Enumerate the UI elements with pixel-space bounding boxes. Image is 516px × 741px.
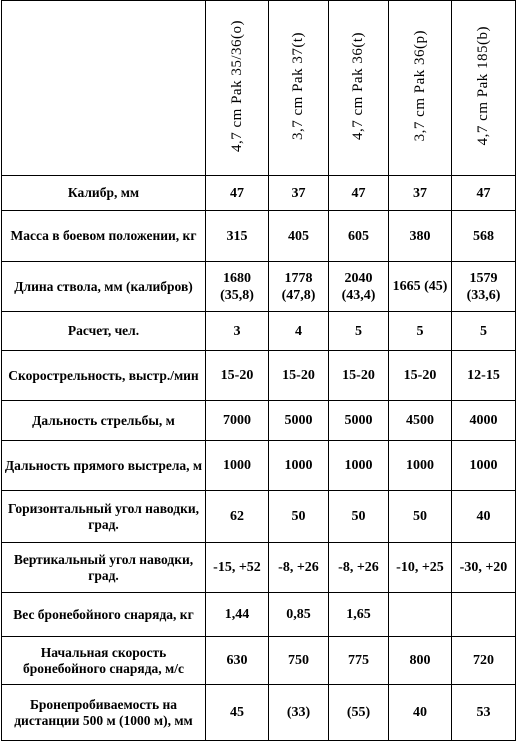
table-cell: 1000	[452, 441, 516, 491]
table-row	[2, 401, 516, 441]
row-label: Бронепробиваемость на дистанции 500 м (1000 м), мм	[2, 685, 206, 741]
column-header: 4,7 cm Pak 35/36(o)	[206, 1, 269, 176]
table-cell: 568	[452, 211, 516, 262]
table-cell: 15-20	[206, 351, 269, 401]
row-label: Длина ствола, мм (калибров)	[2, 262, 206, 312]
table-cell: -8, +26	[329, 543, 389, 593]
table-cell: -10, +25	[389, 543, 452, 593]
table-cell: 53	[452, 685, 516, 741]
table-cell: 405	[269, 211, 329, 262]
table-cell	[452, 593, 516, 637]
table-cell: 5000	[329, 401, 389, 441]
table-row	[2, 685, 516, 741]
table-cell: -8, +26	[269, 543, 329, 593]
row-label: Дальность стрельбы, м	[2, 401, 206, 441]
table-row	[2, 211, 516, 262]
table-cell: 630	[206, 637, 269, 685]
table-cell: 1000	[389, 441, 452, 491]
table-cell: 3	[206, 312, 269, 351]
table-cell: -15, +52	[206, 543, 269, 593]
table-cell: 775	[329, 637, 389, 685]
table-cell	[389, 593, 452, 637]
table-cell: 1778 (47,8)	[269, 262, 329, 312]
row-label: Калибр, мм	[2, 176, 206, 211]
table-row	[2, 491, 516, 543]
table-row	[2, 351, 516, 401]
table-cell: 1,44	[206, 593, 269, 637]
row-label: Начальная скорость бронебойного снаряда, м/с	[2, 637, 206, 685]
row-label: Вес бронебойного снаряда, кг	[2, 593, 206, 637]
column-header: 4,7 cm Pak 36(t)	[329, 1, 389, 176]
table-cell: 1000	[329, 441, 389, 491]
table-cell: 0,85	[269, 593, 329, 637]
table-cell: 605	[329, 211, 389, 262]
table-cell: 37	[389, 176, 452, 211]
table-cell: 37	[269, 176, 329, 211]
table-cell: 47	[329, 176, 389, 211]
specs-table	[1, 0, 516, 741]
column-header: 3,7 cm Pak 36(p)	[389, 1, 452, 176]
table-cell: 50	[329, 491, 389, 543]
table-cell: 40	[452, 491, 516, 543]
table-cell: 1680 (35,8)	[206, 262, 269, 312]
table-cell: 720	[452, 637, 516, 685]
table-cell: 2040 (43,4)	[329, 262, 389, 312]
table-row	[2, 262, 516, 312]
table-cell: -30, +20	[452, 543, 516, 593]
table-cell: 15-20	[329, 351, 389, 401]
table-cell: 5000	[269, 401, 329, 441]
column-header: 4,7 cm Pak 185(b)	[452, 1, 516, 176]
table-body	[2, 176, 516, 741]
table-cell: 45	[206, 685, 269, 741]
table-cell: (55)	[329, 685, 389, 741]
table-cell: 5	[329, 312, 389, 351]
table-cell: 4	[269, 312, 329, 351]
row-label: Дальность прямого выстрела, м	[2, 441, 206, 491]
table-cell: 1000	[206, 441, 269, 491]
table-cell: 1000	[269, 441, 329, 491]
table-cell: 5	[389, 312, 452, 351]
table-cell: (33)	[269, 685, 329, 741]
table-cell: 15-20	[269, 351, 329, 401]
table-cell: 800	[389, 637, 452, 685]
table-cell: 50	[269, 491, 329, 543]
table-cell: 47	[452, 176, 516, 211]
corner-cell	[2, 1, 206, 176]
header-row	[2, 1, 516, 176]
table-cell: 40	[389, 685, 452, 741]
table-cell: 380	[389, 211, 452, 262]
column-header: 3,7 cm Pak 37(t)	[269, 1, 329, 176]
table-cell: 1,65	[329, 593, 389, 637]
table-row	[2, 176, 516, 211]
row-label: Масса в боевом положении, кг	[2, 211, 206, 262]
table-cell: 4000	[452, 401, 516, 441]
row-label: Расчет, чел.	[2, 312, 206, 351]
row-label: Скорострельность, выстр./мин	[2, 351, 206, 401]
table-row	[2, 441, 516, 491]
table-cell: 62	[206, 491, 269, 543]
table-cell: 4500	[389, 401, 452, 441]
table-row	[2, 593, 516, 637]
table-row	[2, 637, 516, 685]
table-cell: 47	[206, 176, 269, 211]
table-cell: 7000	[206, 401, 269, 441]
table-cell: 1579 (33,6)	[452, 262, 516, 312]
table-row	[2, 543, 516, 593]
table-cell: 15-20	[389, 351, 452, 401]
table-cell: 5	[452, 312, 516, 351]
table-cell: 1665 (45)	[389, 262, 452, 312]
table-cell: 750	[269, 637, 329, 685]
table-cell: 50	[389, 491, 452, 543]
row-label: Горизонтальный угол наводки, град.	[2, 491, 206, 543]
table-cell: 315	[206, 211, 269, 262]
table-row	[2, 312, 516, 351]
row-label: Вертикальный угол наводки, град.	[2, 543, 206, 593]
table-cell: 12-15	[452, 351, 516, 401]
